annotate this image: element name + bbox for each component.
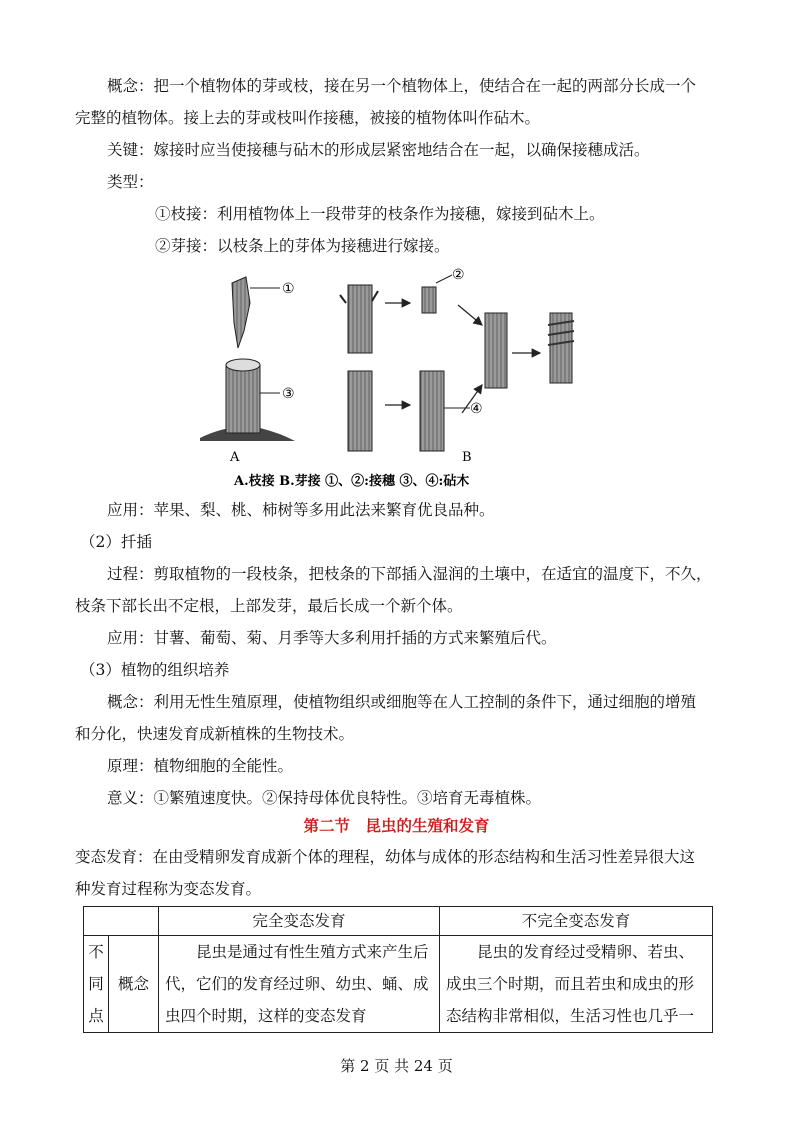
- label-b: B: [462, 450, 472, 465]
- grafted-stem: [485, 313, 507, 388]
- type-bud-grafting: ②芽接：以枝条上的芽体为接穗进行嫁接。: [155, 237, 450, 255]
- paragraph-key: 关键：嫁接时应当使接穗与砧木的形成层紧密地结合在一起，以确保接穗成活。: [107, 141, 650, 159]
- stock-shape: [200, 359, 295, 441]
- paragraph-cutting-process: 过程：剪取植物的一段枝条，把枝条的下部插入湿润的土壤中，在适宜的温度下，不久，: [107, 565, 712, 583]
- label-4: ④: [470, 401, 483, 417]
- type-branch-grafting: ①枝接：利用植物体上一段带芽的枝条作为接穗，嫁接到砧木上。: [155, 205, 605, 223]
- stock-b2: [420, 371, 444, 451]
- paragraph-tissue-meaning: 意义：①繁殖速度快。②保持母体优良特性。③培育无毒植株。: [107, 789, 542, 807]
- paragraph-metamorphosis-cont: 种发育过程称为变态发育。: [75, 880, 262, 898]
- label-3: ③: [282, 386, 295, 402]
- bud-branch: [348, 285, 372, 353]
- paragraph-tissue-concept: 概念：利用无性生殖原理，使植物组织或细胞等在人工控制的条件下，通过细胞的增殖: [107, 693, 697, 711]
- cell-incomplete: 昆虫的发育经过受精卵、若虫、成虫三个时期，而且若虫和成虫的形态结构非常相似，生活习性也几乎一: [440, 936, 713, 1033]
- header-complete: 完全变态发育: [159, 907, 440, 936]
- label-1: ①: [282, 281, 295, 297]
- paragraph-concept-cont: 完整的植物体。接上去的芽或枝叫作接穗，被接的植物体叫作砧木。: [75, 109, 541, 127]
- table-row: [84, 936, 713, 1033]
- metamorphosis-table: [83, 906, 713, 1033]
- cell-complete: 昆虫是通过有性生殖方式来产生后代，它们的发育经过卵、幼虫、蛹、成虫四个时期，这样的变态发育: [159, 936, 440, 1033]
- header-incomplete: 不完全变态发育: [440, 907, 713, 936]
- paragraph-application: 应用：苹果、梨、桃、柿树等多用此法来繁育优良品种。: [107, 501, 495, 519]
- row-label: 概念: [109, 936, 159, 1033]
- paragraph-metamorphosis: 变态发育：在由受精卵发育成新个体的理程，幼体与成体的形态结构和生活习性差异很大这: [75, 848, 696, 866]
- paragraph-cutting-process-cont: 枝条下部长出不定根，上部发芽，最后长成一个新个体。: [75, 597, 463, 615]
- table-header-row: [84, 907, 713, 936]
- page-footer: 第 2 页 共 24 页: [340, 1057, 453, 1075]
- bud-scion: [422, 287, 436, 313]
- label-2: ②: [452, 267, 465, 283]
- heading-tissue-culture: （3）植物的组织培养: [80, 661, 230, 679]
- row-group-char: 不: [88, 943, 104, 961]
- table-corner-cell: [84, 907, 159, 936]
- stock-b1: [348, 371, 372, 451]
- paragraph-tissue-principle: 原理：植物细胞的全能性。: [107, 757, 294, 775]
- row-group-char: 点: [88, 1007, 104, 1025]
- scion-shape: [232, 277, 250, 348]
- paragraph-tissue-concept-cont: 和分化，快速发育成新植株的生物技术。: [75, 725, 355, 743]
- figure-caption: A.枝接 B.芽接 ①、②:接穗 ③、④:砧木: [234, 474, 470, 489]
- label-a: A: [230, 450, 240, 465]
- heading-cutting: （2）扦插: [80, 533, 152, 551]
- grafting-figure: [200, 263, 595, 493]
- row-group-char: 同: [88, 975, 104, 993]
- paragraph-cutting-application: 应用：甘薯、葡萄、菊、月季等大多利用扦插的方式来繁殖后代。: [107, 629, 557, 647]
- paragraph-types: 类型：: [107, 173, 154, 191]
- section-title: 第二节 昆虫的生殖和发育: [303, 816, 490, 835]
- paragraph-concept: 概念：把一个植物体的芽或枝，接在另一个植物体上，使结合在一起的两部分长成一个: [107, 77, 697, 95]
- row-group-label: [84, 936, 109, 1033]
